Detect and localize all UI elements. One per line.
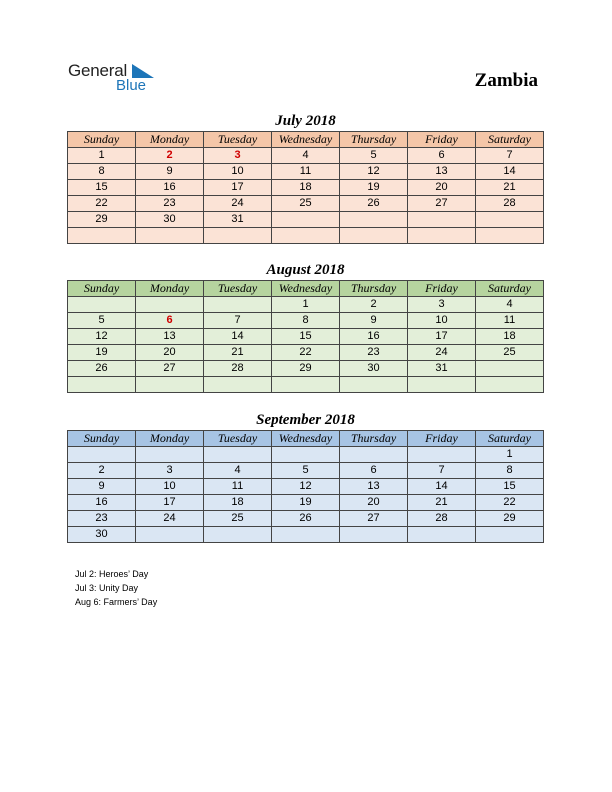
day-cell: 5	[272, 463, 340, 479]
empty-day-cell	[68, 377, 136, 393]
day-cell: 31	[204, 212, 272, 228]
calendar-grid	[67, 430, 544, 543]
day-cell: 12	[68, 329, 136, 345]
empty-day-cell	[408, 527, 476, 543]
day-cell: 5	[68, 313, 136, 329]
day-cell: 16	[136, 180, 204, 196]
day-cell: 14	[204, 329, 272, 345]
day-cell: 26	[68, 361, 136, 377]
day-cell: 23	[340, 345, 408, 361]
empty-day-cell	[272, 377, 340, 393]
day-cell: 6	[340, 463, 408, 479]
month-september	[67, 410, 544, 543]
day-cell: 31	[408, 361, 476, 377]
day-cell: 2	[68, 463, 136, 479]
day-cell: 30	[68, 527, 136, 543]
weekday-header: Wednesday	[272, 132, 340, 148]
empty-day-cell	[476, 377, 544, 393]
day-cell: 27	[136, 361, 204, 377]
day-cell: 9	[340, 313, 408, 329]
holiday-item: Jul 3: Unity Day	[75, 583, 139, 593]
week-row	[68, 313, 544, 329]
week-row	[68, 527, 544, 543]
weekday-header: Friday	[408, 431, 476, 447]
empty-day-cell	[408, 447, 476, 463]
logo-blue-text: Blue	[116, 77, 147, 94]
day-cell: 3	[136, 463, 204, 479]
day-cell: 7	[204, 313, 272, 329]
month-title: August 2018	[266, 262, 345, 278]
empty-day-cell	[204, 527, 272, 543]
day-cell: 20	[136, 345, 204, 361]
empty-day-cell	[68, 297, 136, 313]
day-cell: 9	[68, 479, 136, 495]
day-cell: 12	[272, 479, 340, 495]
country-title: Zambia	[474, 70, 538, 91]
empty-day-cell	[476, 361, 544, 377]
empty-day-cell	[204, 447, 272, 463]
day-cell: 5	[340, 148, 408, 164]
day-cell: 15	[476, 479, 544, 495]
day-cell: 9	[136, 164, 204, 180]
weekday-header: Friday	[408, 281, 476, 297]
day-cell: 1	[476, 447, 544, 463]
weekday-header: Sunday	[68, 431, 136, 447]
day-cell: 25	[272, 196, 340, 212]
calendar-grid	[67, 280, 544, 393]
day-cell: 1	[272, 297, 340, 313]
weekday-header-row	[68, 281, 544, 297]
month-july	[67, 111, 544, 244]
empty-day-cell	[272, 527, 340, 543]
day-cell: 21	[476, 180, 544, 196]
weekday-header: Thursday	[340, 431, 408, 447]
day-cell: 30	[340, 361, 408, 377]
empty-day-cell	[204, 228, 272, 244]
day-cell: 29	[272, 361, 340, 377]
day-cell: 18	[204, 495, 272, 511]
week-row	[68, 212, 544, 228]
empty-day-cell	[204, 297, 272, 313]
day-cell: 8	[68, 164, 136, 180]
day-cell: 26	[340, 196, 408, 212]
day-cell: 13	[408, 164, 476, 180]
day-cell: 18	[272, 180, 340, 196]
month-title: September 2018	[256, 412, 355, 428]
day-cell: 24	[408, 345, 476, 361]
weekday-header: Saturday	[476, 132, 544, 148]
day-cell: 21	[408, 495, 476, 511]
month-august	[67, 260, 544, 393]
day-cell: 2	[340, 297, 408, 313]
day-cell: 24	[136, 511, 204, 527]
day-cell: 4	[272, 148, 340, 164]
empty-day-cell	[68, 447, 136, 463]
day-cell: 23	[136, 196, 204, 212]
day-cell: 27	[340, 511, 408, 527]
day-cell: 7	[408, 463, 476, 479]
weekday-header: Sunday	[68, 132, 136, 148]
day-cell: 16	[68, 495, 136, 511]
day-cell: 6	[408, 148, 476, 164]
day-cell: 21	[204, 345, 272, 361]
day-cell: 4	[476, 297, 544, 313]
empty-day-cell	[272, 228, 340, 244]
empty-day-cell	[340, 377, 408, 393]
day-cell: 26	[272, 511, 340, 527]
holiday-day-cell: 6	[136, 313, 204, 329]
day-cell: 19	[68, 345, 136, 361]
day-cell: 11	[204, 479, 272, 495]
holiday-item: Aug 6: Farmers’ Day	[75, 597, 158, 607]
week-row	[68, 511, 544, 527]
day-cell: 24	[204, 196, 272, 212]
empty-day-cell	[340, 447, 408, 463]
day-cell: 17	[136, 495, 204, 511]
day-cell: 22	[272, 345, 340, 361]
weekday-header: Thursday	[340, 132, 408, 148]
weekday-header-row	[68, 431, 544, 447]
week-row	[68, 164, 544, 180]
holiday-item: Jul 2: Heroes’ Day	[75, 569, 149, 579]
empty-day-cell	[136, 377, 204, 393]
week-row	[68, 377, 544, 393]
empty-day-cell	[476, 212, 544, 228]
day-cell: 1	[68, 148, 136, 164]
day-cell: 23	[68, 511, 136, 527]
weekday-header-row	[68, 132, 544, 148]
day-cell: 7	[476, 148, 544, 164]
day-cell: 22	[68, 196, 136, 212]
calendar-grid	[67, 131, 544, 244]
week-row	[68, 345, 544, 361]
empty-day-cell	[136, 297, 204, 313]
weekday-header: Sunday	[68, 281, 136, 297]
day-cell: 14	[408, 479, 476, 495]
empty-day-cell	[408, 377, 476, 393]
day-cell: 28	[476, 196, 544, 212]
day-cell: 17	[408, 329, 476, 345]
week-row	[68, 447, 544, 463]
empty-day-cell	[340, 527, 408, 543]
empty-day-cell	[408, 228, 476, 244]
empty-day-cell	[68, 228, 136, 244]
day-cell: 18	[476, 329, 544, 345]
week-row	[68, 361, 544, 377]
day-cell: 29	[476, 511, 544, 527]
day-cell: 25	[204, 511, 272, 527]
day-cell: 13	[136, 329, 204, 345]
day-cell: 28	[408, 511, 476, 527]
day-cell: 30	[136, 212, 204, 228]
day-cell: 29	[68, 212, 136, 228]
day-cell: 27	[408, 196, 476, 212]
empty-day-cell	[136, 228, 204, 244]
day-cell: 8	[476, 463, 544, 479]
weekday-header: Saturday	[476, 281, 544, 297]
day-cell: 4	[204, 463, 272, 479]
week-row	[68, 148, 544, 164]
day-cell: 15	[68, 180, 136, 196]
day-cell: 3	[408, 297, 476, 313]
day-cell: 25	[476, 345, 544, 361]
holiday-list	[75, 567, 157, 609]
weekday-header: Tuesday	[204, 431, 272, 447]
day-cell: 12	[340, 164, 408, 180]
day-cell: 16	[340, 329, 408, 345]
week-row	[68, 479, 544, 495]
week-row	[68, 180, 544, 196]
weekday-header: Monday	[136, 431, 204, 447]
day-cell: 20	[340, 495, 408, 511]
holiday-day-cell: 3	[204, 148, 272, 164]
empty-day-cell	[340, 212, 408, 228]
day-cell: 19	[340, 180, 408, 196]
week-row	[68, 463, 544, 479]
day-cell: 10	[408, 313, 476, 329]
weekday-header: Saturday	[476, 431, 544, 447]
empty-day-cell	[476, 228, 544, 244]
week-row	[68, 196, 544, 212]
day-cell: 11	[476, 313, 544, 329]
day-cell: 8	[272, 313, 340, 329]
day-cell: 20	[408, 180, 476, 196]
weekday-header: Friday	[408, 132, 476, 148]
empty-day-cell	[136, 447, 204, 463]
weekday-header: Monday	[136, 281, 204, 297]
empty-day-cell	[272, 212, 340, 228]
weekday-header: Tuesday	[204, 132, 272, 148]
day-cell: 10	[204, 164, 272, 180]
weekday-header: Monday	[136, 132, 204, 148]
day-cell: 14	[476, 164, 544, 180]
empty-day-cell	[204, 377, 272, 393]
weekday-header: Tuesday	[204, 281, 272, 297]
weekday-header: Thursday	[340, 281, 408, 297]
logo-general-text: General	[68, 61, 128, 80]
weekday-header: Wednesday	[272, 431, 340, 447]
day-cell: 10	[136, 479, 204, 495]
holiday-day-cell: 2	[136, 148, 204, 164]
week-row	[68, 495, 544, 511]
logo-triangle-icon	[132, 64, 154, 78]
week-row	[68, 297, 544, 313]
day-cell: 11	[272, 164, 340, 180]
logo	[68, 61, 178, 97]
empty-day-cell	[340, 228, 408, 244]
empty-day-cell	[136, 527, 204, 543]
day-cell: 17	[204, 180, 272, 196]
empty-day-cell	[272, 447, 340, 463]
day-cell: 28	[204, 361, 272, 377]
day-cell: 19	[272, 495, 340, 511]
weekday-header: Wednesday	[272, 281, 340, 297]
empty-day-cell	[408, 212, 476, 228]
week-row	[68, 228, 544, 244]
day-cell: 15	[272, 329, 340, 345]
empty-day-cell	[476, 527, 544, 543]
day-cell: 13	[340, 479, 408, 495]
week-row	[68, 329, 544, 345]
month-title: July 2018	[275, 113, 336, 129]
day-cell: 22	[476, 495, 544, 511]
